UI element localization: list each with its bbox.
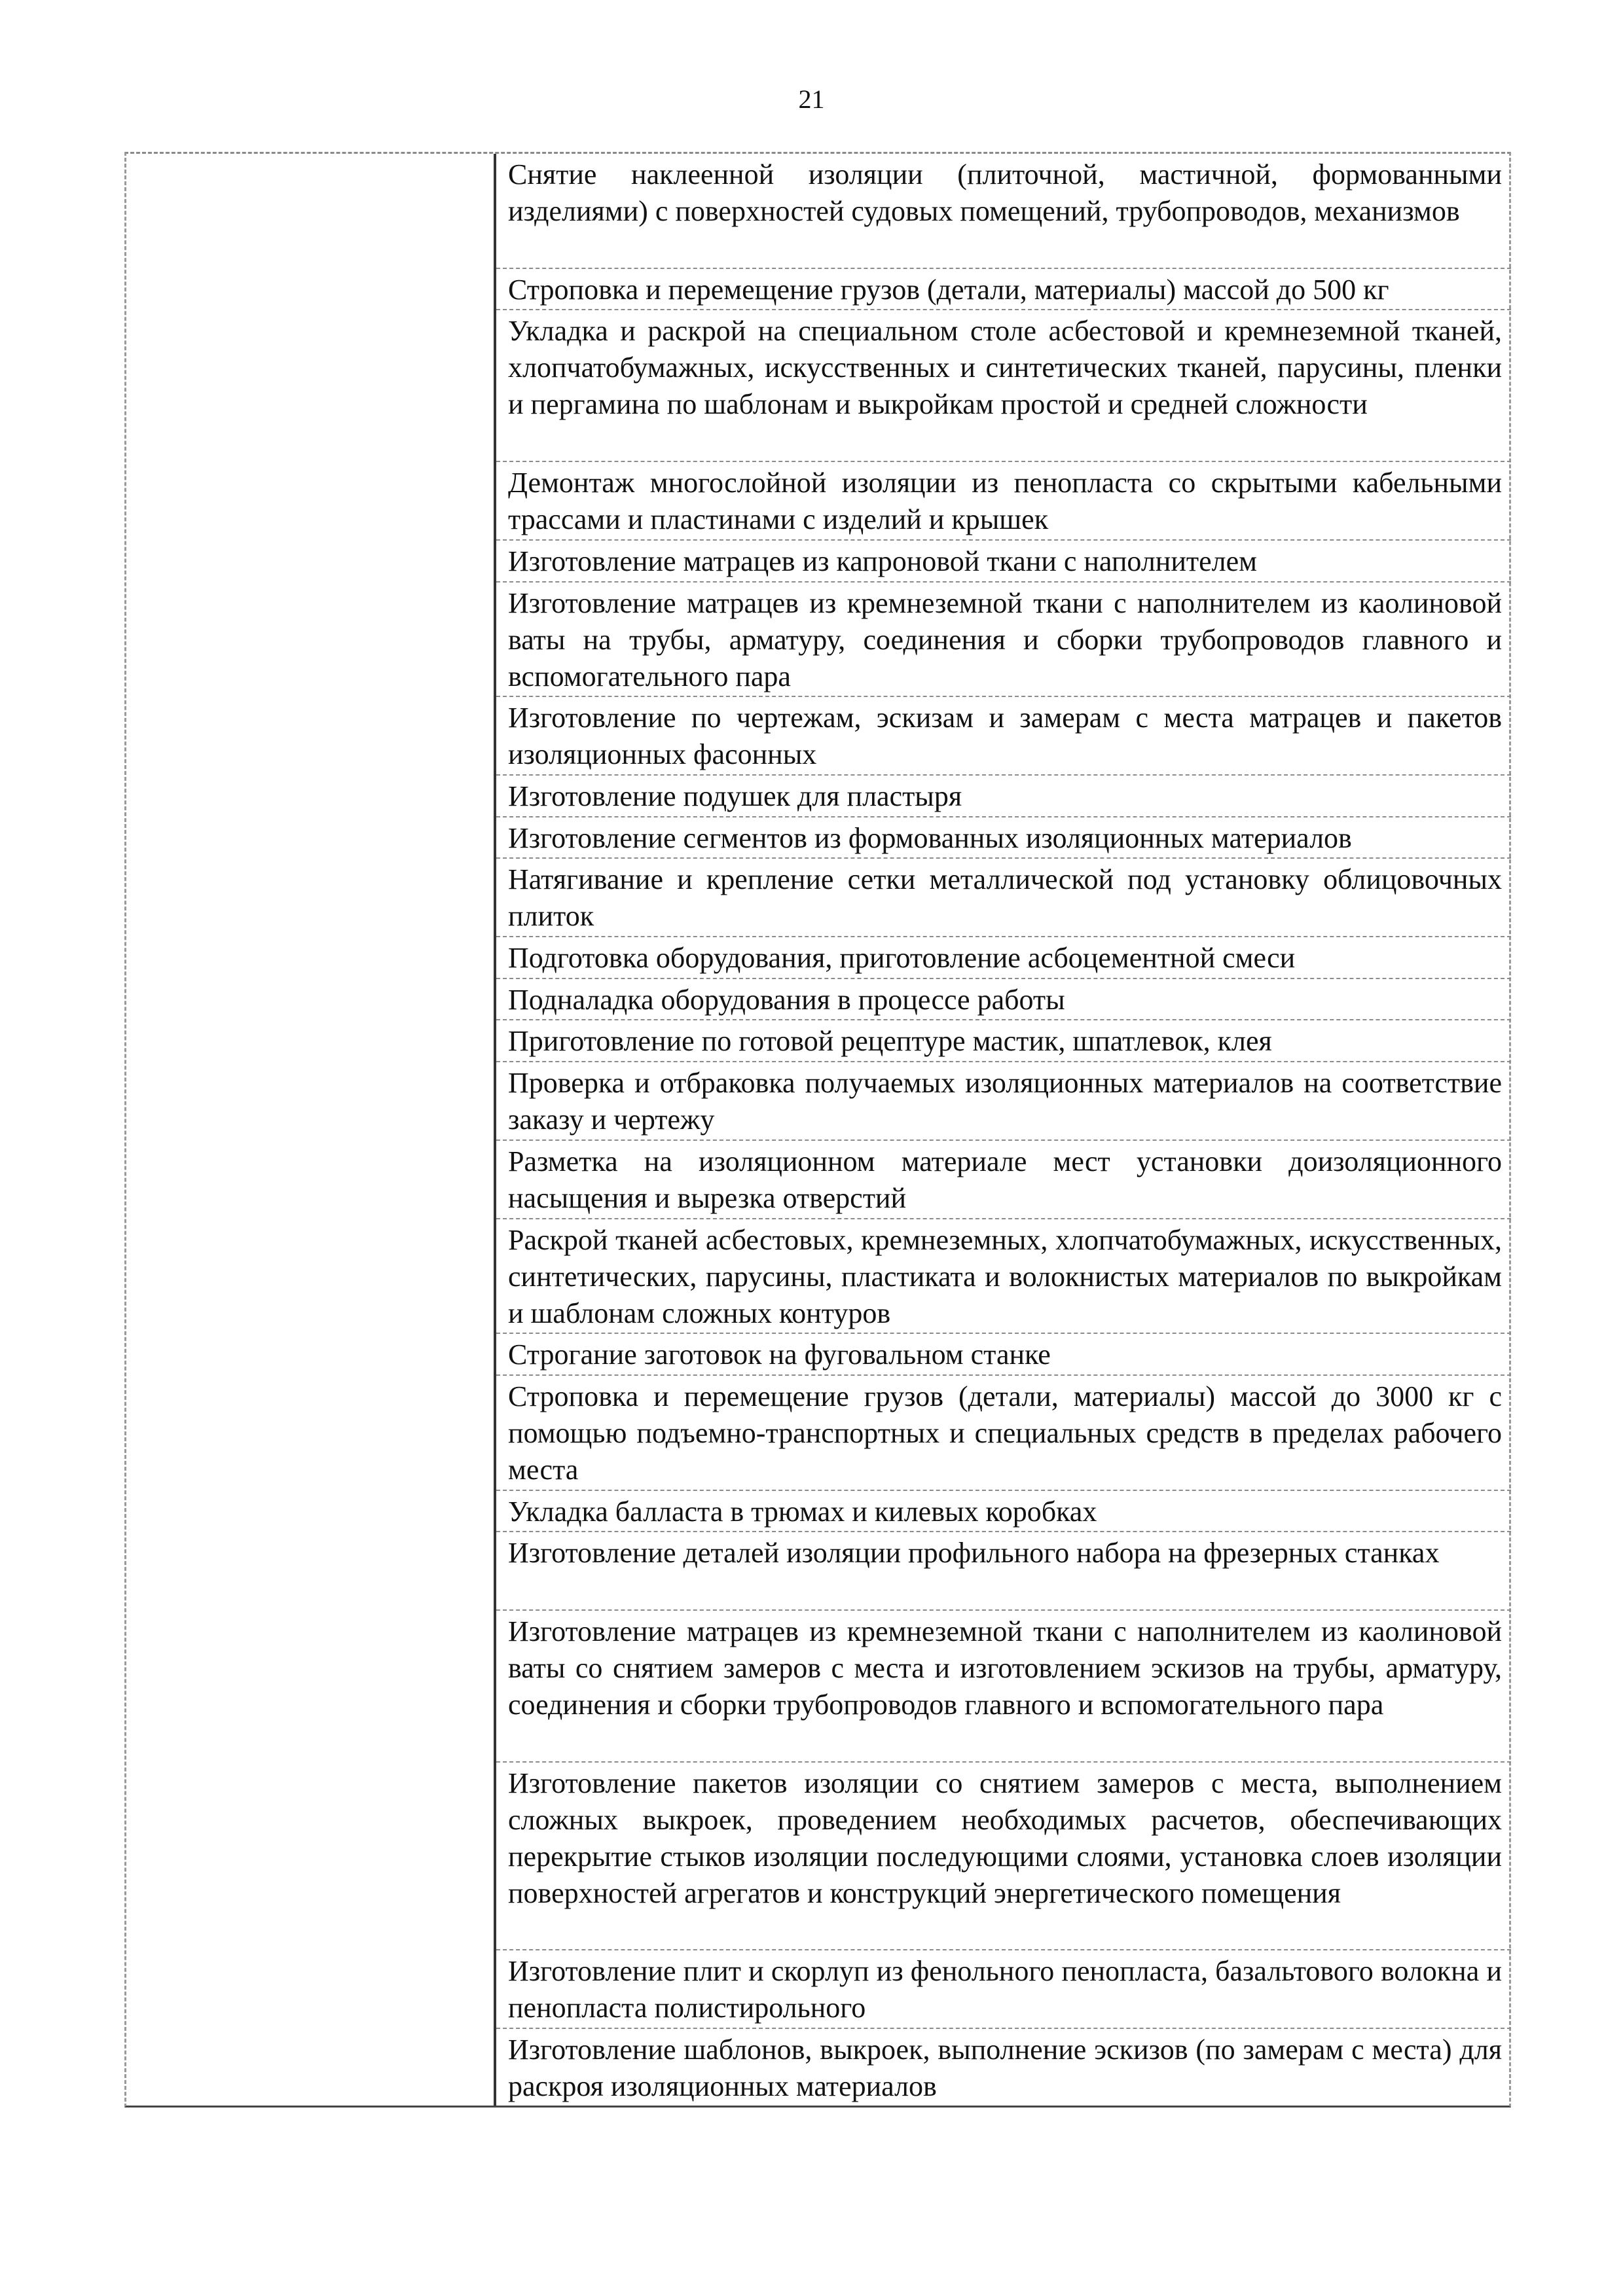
table-row	[496, 1611, 1511, 1763]
task-description: Строгание заготовок на фуговальном станке	[508, 1338, 1051, 1371]
table-row	[496, 1491, 1511, 1533]
task-description: Натягивание и крепление сетки металлической под установку облицовочных плиток	[508, 863, 1502, 933]
task-description: Изготовление матрацев из кремнеземной ткани с наполнителем из каолиновой ваты со снятием замеров с места и изготовлением эскизов на трубы, арматуру, соединения и сборки трубопроводов главного и вспомогательного пара	[508, 1615, 1502, 1721]
table-row	[496, 1062, 1511, 1141]
table-row	[496, 462, 1511, 541]
table-right-column	[496, 154, 1511, 2106]
task-description: Строповка и перемещение грузов (детали, материалы) массой до 500 кг	[508, 273, 1389, 306]
table-row	[496, 310, 1511, 462]
table-row	[496, 1219, 1511, 1335]
task-description: Подналадка оборудования в процессе работы	[508, 983, 1065, 1016]
table-row	[496, 1141, 1511, 1219]
task-description: Изготовление подушек для пластыря	[508, 780, 962, 812]
task-description: Строповка и перемещение грузов (детали, материалы) массой до 3000 кг с помощью подъемно-транспортных и специальных средств в пределах рабочего места	[508, 1380, 1502, 1486]
task-description: Изготовление сегментов из формованных изоляционных материалов	[508, 821, 1352, 854]
table-row	[496, 859, 1511, 937]
task-description: Демонтаж многослойной изоляции из пенопласта со скрытыми кабельными трассами и пластинами с изделий и крышек	[508, 467, 1502, 536]
task-description: Подготовка оборудования, приготовление асбоцементной смеси	[508, 942, 1296, 975]
task-description: Изготовление матрацев из капроновой ткани с наполнителем	[508, 545, 1257, 577]
task-description: Изготовление деталей изоляции профильного набора на фрезерных станках	[508, 1537, 1440, 1570]
task-description: Укладка и раскрой на специальном столе асбестовой и кремнеземной тканей, хлопчатобумажных, искусственных и синтетических тканей, парусины, пленки и пергамина по шаблонам и выкройкам простой и средней сложности	[508, 315, 1502, 421]
table-row	[496, 1950, 1511, 2029]
task-description: Приготовление по готовой рецептуре мастик, шпатлевок, клея	[508, 1025, 1272, 1058]
task-description: Снятие наклеенной изоляции (плиточной, мастичной, формованными изделиями) с поверхностей судовых помещений, трубопроводов, механизмов	[508, 158, 1502, 227]
table-row	[496, 269, 1511, 311]
table-row	[496, 1763, 1511, 1951]
task-description: Изготовление по чертежам, эскизам и замерам с места матрацев и пакетов изоляционных фасонных	[508, 702, 1502, 771]
table-row	[496, 2029, 1511, 2108]
page-number: 21	[798, 84, 825, 114]
table-row	[496, 154, 1511, 269]
table-row	[496, 937, 1511, 979]
table-row	[496, 1020, 1511, 1062]
task-description: Изготовление плит и скорлуп из фенольного пенопласта, базальтового волокна и пенопласта полистирольного	[508, 1955, 1502, 2024]
task-description: Раскрой тканей асбестовых, кремнеземных, хлопчатобумажных, искусственных, синтетических, парусины, пластиката и волокнистых материалов по выкройкам и шаблонам сложных контуров	[508, 1223, 1502, 1329]
task-description: Изготовление пакетов изоляции со снятием замеров с места, выполнением сложных выкроек, проведением необходимых расчетов, обеспечивающих перекрытие стыков изоляции последующими слоями, установка слоев изоляции поверхностей агрегатов и конструкций энергетического помещения	[508, 1767, 1502, 1909]
table-row	[496, 541, 1511, 583]
table-row	[496, 697, 1511, 776]
table-row	[496, 1334, 1511, 1376]
task-description: Изготовление шаблонов, выкроек, выполнение эскизов (по замерам с места) для раскроя изоляционных материалов	[508, 2034, 1502, 2103]
table-row	[496, 1376, 1511, 1491]
task-description: Изготовление матрацев из кремнеземной ткани с наполнителем из каолиновой ваты на трубы, арматуру, соединения и сборки трубопроводов главного и вспомогательного пара	[508, 586, 1502, 692]
table-left-column	[126, 154, 496, 2106]
table-row	[496, 776, 1511, 817]
work-functions-table	[124, 152, 1511, 2108]
task-description: Проверка и отбраковка получаемых изоляционных материалов на соответствие заказу и чертежу	[508, 1067, 1502, 1136]
task-description: Разметка на изоляционном материале мест установки доизоляционного насыщения и вырезка отверстий	[508, 1145, 1502, 1214]
task-description: Укладка балласта в трюмах и килевых коробках	[508, 1495, 1097, 1528]
table-row	[496, 583, 1511, 698]
table-row	[496, 817, 1511, 859]
table-row	[496, 979, 1511, 1021]
table-row	[496, 1532, 1511, 1611]
